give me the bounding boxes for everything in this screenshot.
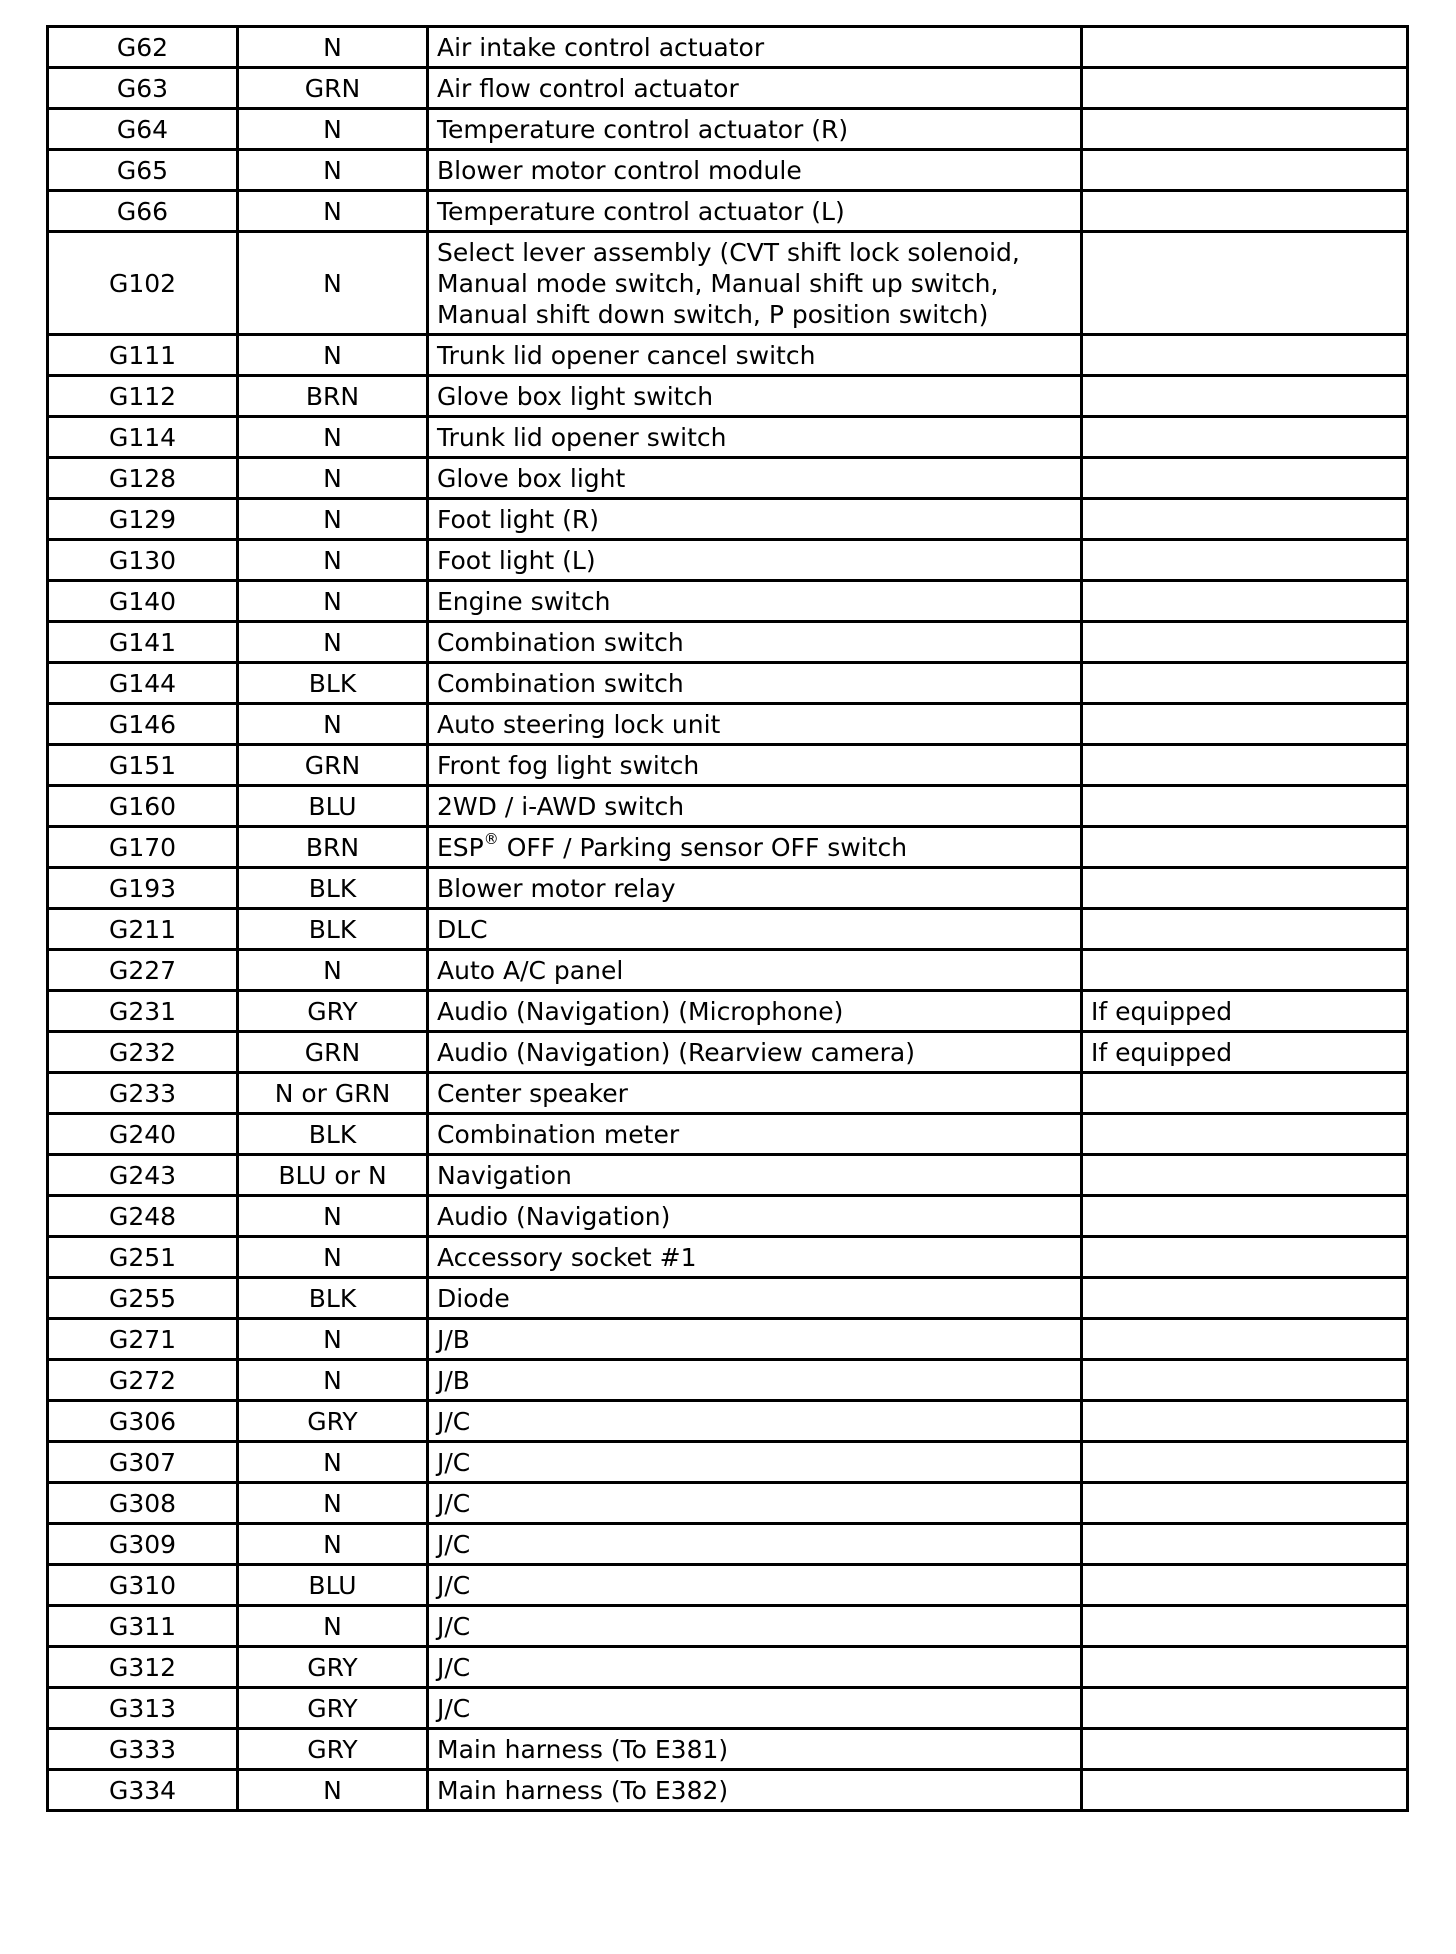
connector-code-cell: G146: [48, 704, 238, 745]
connector-code-cell: G313: [48, 1688, 238, 1729]
table-row: [48, 376, 1408, 417]
connector-description-cell: Diode: [428, 1278, 1082, 1319]
connector-description-cell: Accessory socket #1: [428, 1237, 1082, 1278]
connector-code-cell: G129: [48, 499, 238, 540]
table-row: [48, 1565, 1408, 1606]
connector-description-cell: Main harness (To E382): [428, 1770, 1082, 1811]
connector-code-cell: G65: [48, 150, 238, 191]
connector-description-cell: Trunk lid opener cancel switch: [428, 335, 1082, 376]
connector-note-cell: If equipped: [1082, 991, 1408, 1032]
connector-color-cell: N: [238, 191, 428, 232]
connector-code-cell: G130: [48, 540, 238, 581]
table-row: [48, 1483, 1408, 1524]
connector-description-cell: Main harness (To E381): [428, 1729, 1082, 1770]
connector-color-cell: N: [238, 499, 428, 540]
connector-description-cell: Select lever assembly (CVT shift lock solenoid, Manual mode switch, Manual shift up switch, Manual shift down switch, P position switch): [428, 232, 1082, 335]
table-row: [48, 1360, 1408, 1401]
connector-color-cell: N: [238, 1483, 428, 1524]
connector-description-cell: Auto A/C panel: [428, 950, 1082, 991]
connector-color-cell: BRN: [238, 376, 428, 417]
table-row: [48, 581, 1408, 622]
connector-note-cell: [1082, 1401, 1408, 1442]
connector-code-cell: G112: [48, 376, 238, 417]
connector-note-cell: [1082, 458, 1408, 499]
connector-color-cell: N: [238, 581, 428, 622]
connector-note-cell: [1082, 1155, 1408, 1196]
connector-color-cell: BLK: [238, 663, 428, 704]
table-row: [48, 1729, 1408, 1770]
connector-description-cell: J/C: [428, 1401, 1082, 1442]
connector-table: [46, 25, 1409, 1812]
connector-code-cell: G271: [48, 1319, 238, 1360]
connector-note-cell: [1082, 868, 1408, 909]
connector-description-cell: Front fog light switch: [428, 745, 1082, 786]
connector-color-cell: N: [238, 540, 428, 581]
connector-note-cell: [1082, 827, 1408, 868]
table-row: [48, 1606, 1408, 1647]
connector-code-cell: G233: [48, 1073, 238, 1114]
table-row: [48, 1401, 1408, 1442]
connector-code-cell: G309: [48, 1524, 238, 1565]
connector-description-cell: Temperature control actuator (L): [428, 191, 1082, 232]
connector-code-cell: G111: [48, 335, 238, 376]
connector-note-cell: [1082, 1524, 1408, 1565]
connector-color-cell: BLK: [238, 1114, 428, 1155]
table-row: [48, 1237, 1408, 1278]
table-row: [48, 827, 1408, 868]
connector-code-cell: G232: [48, 1032, 238, 1073]
table-row: [48, 1524, 1408, 1565]
table-row: [48, 68, 1408, 109]
connector-table-page: [46, 25, 1406, 1812]
table-row: [48, 109, 1408, 150]
connector-note-cell: If equipped: [1082, 1032, 1408, 1073]
connector-description-cell: Combination switch: [428, 663, 1082, 704]
connector-code-cell: G114: [48, 417, 238, 458]
connector-color-cell: GRY: [238, 1401, 428, 1442]
table-row: [48, 540, 1408, 581]
connector-description-cell: DLC: [428, 909, 1082, 950]
connector-color-cell: BLU or N: [238, 1155, 428, 1196]
connector-color-cell: GRY: [238, 1647, 428, 1688]
connector-code-cell: G333: [48, 1729, 238, 1770]
connector-code-cell: G243: [48, 1155, 238, 1196]
connector-code-cell: G310: [48, 1565, 238, 1606]
connector-code-cell: G227: [48, 950, 238, 991]
connector-note-cell: [1082, 191, 1408, 232]
connector-note-cell: [1082, 499, 1408, 540]
connector-code-cell: G170: [48, 827, 238, 868]
connector-description-cell: Foot light (R): [428, 499, 1082, 540]
table-row: [48, 499, 1408, 540]
table-row: [48, 1647, 1408, 1688]
connector-note-cell: [1082, 622, 1408, 663]
connector-code-cell: G144: [48, 663, 238, 704]
connector-note-cell: [1082, 150, 1408, 191]
connector-note-cell: [1082, 540, 1408, 581]
connector-color-cell: N: [238, 1524, 428, 1565]
connector-description-cell: [428, 827, 1082, 868]
connector-description-cell: J/C: [428, 1606, 1082, 1647]
connector-color-cell: BLU: [238, 1565, 428, 1606]
connector-color-cell: N: [238, 150, 428, 191]
connector-code-cell: G66: [48, 191, 238, 232]
connector-description-cell: 2WD / i-AWD switch: [428, 786, 1082, 827]
connector-note-cell: [1082, 1729, 1408, 1770]
connector-color-cell: N: [238, 622, 428, 663]
connector-color-cell: GRN: [238, 68, 428, 109]
connector-note-cell: [1082, 376, 1408, 417]
table-row: [48, 417, 1408, 458]
connector-color-cell: N: [238, 1360, 428, 1401]
connector-note-cell: [1082, 1073, 1408, 1114]
connector-code-cell: G306: [48, 1401, 238, 1442]
connector-description-cell: J/B: [428, 1360, 1082, 1401]
connector-note-cell: [1082, 68, 1408, 109]
table-row: [48, 950, 1408, 991]
connector-color-cell: N: [238, 335, 428, 376]
connector-code-cell: G211: [48, 909, 238, 950]
connector-color-cell: N: [238, 1442, 428, 1483]
connector-code-cell: G255: [48, 1278, 238, 1319]
connector-description-cell: Center speaker: [428, 1073, 1082, 1114]
connector-code-cell: G151: [48, 745, 238, 786]
connector-note-cell: [1082, 335, 1408, 376]
connector-code-cell: G140: [48, 581, 238, 622]
connector-color-cell: BLK: [238, 909, 428, 950]
connector-note-cell: [1082, 1483, 1408, 1524]
table-row: [48, 745, 1408, 786]
table-row: [48, 1114, 1408, 1155]
table-row: [48, 458, 1408, 499]
connector-description-cell: Audio (Navigation): [428, 1196, 1082, 1237]
connector-code-cell: G311: [48, 1606, 238, 1647]
table-row: [48, 663, 1408, 704]
connector-note-cell: [1082, 745, 1408, 786]
registered-mark: ®: [483, 830, 499, 849]
connector-description-cell: Glove box light switch: [428, 376, 1082, 417]
connector-color-cell: BRN: [238, 827, 428, 868]
connector-color-cell: N: [238, 950, 428, 991]
connector-description-cell: Air intake control actuator: [428, 27, 1082, 68]
connector-note-cell: [1082, 1319, 1408, 1360]
table-row: [48, 991, 1408, 1032]
connector-table-body: [48, 27, 1408, 1811]
connector-color-cell: BLK: [238, 1278, 428, 1319]
connector-description-cell: Air flow control actuator: [428, 68, 1082, 109]
table-row: [48, 704, 1408, 745]
connector-description-cell: J/C: [428, 1647, 1082, 1688]
connector-description-cell: Blower motor control module: [428, 150, 1082, 191]
connector-description-cell: Audio (Navigation) (Rearview camera): [428, 1032, 1082, 1073]
connector-code-cell: G251: [48, 1237, 238, 1278]
connector-description-cell: Temperature control actuator (R): [428, 109, 1082, 150]
connector-note-cell: [1082, 786, 1408, 827]
connector-description-cell: Engine switch: [428, 581, 1082, 622]
connector-note-cell: [1082, 663, 1408, 704]
connector-note-cell: [1082, 417, 1408, 458]
table-row: [48, 335, 1408, 376]
connector-note-cell: [1082, 1114, 1408, 1155]
connector-code-cell: G312: [48, 1647, 238, 1688]
connector-code-cell: G307: [48, 1442, 238, 1483]
table-row: [48, 1073, 1408, 1114]
table-row: [48, 1278, 1408, 1319]
description-text: OFF / Parking sensor OFF switch: [498, 832, 908, 862]
connector-code-cell: G193: [48, 868, 238, 909]
table-row: [48, 191, 1408, 232]
connector-code-cell: G248: [48, 1196, 238, 1237]
connector-code-cell: G62: [48, 27, 238, 68]
connector-note-cell: [1082, 1442, 1408, 1483]
connector-description-cell: J/C: [428, 1688, 1082, 1729]
connector-note-cell: [1082, 1278, 1408, 1319]
connector-note-cell: [1082, 950, 1408, 991]
connector-note-cell: [1082, 1565, 1408, 1606]
connector-color-cell: GRY: [238, 1729, 428, 1770]
connector-description-cell: Navigation: [428, 1155, 1082, 1196]
connector-code-cell: G63: [48, 68, 238, 109]
connector-color-cell: N: [238, 1237, 428, 1278]
connector-color-cell: N: [238, 1606, 428, 1647]
table-row: [48, 27, 1408, 68]
connector-note-cell: [1082, 909, 1408, 950]
connector-note-cell: [1082, 1237, 1408, 1278]
table-row: [48, 1032, 1408, 1073]
table-row: [48, 1442, 1408, 1483]
connector-description-cell: J/C: [428, 1565, 1082, 1606]
connector-description-cell: J/C: [428, 1483, 1082, 1524]
connector-description-cell: Auto steering lock unit: [428, 704, 1082, 745]
table-row: [48, 1688, 1408, 1729]
table-row: [48, 1319, 1408, 1360]
connector-description-cell: Glove box light: [428, 458, 1082, 499]
connector-code-cell: G141: [48, 622, 238, 663]
table-row: [48, 622, 1408, 663]
connector-color-cell: N: [238, 232, 428, 335]
connector-color-cell: N or GRN: [238, 1073, 428, 1114]
connector-note-cell: [1082, 1360, 1408, 1401]
connector-note-cell: [1082, 27, 1408, 68]
connector-note-cell: [1082, 1196, 1408, 1237]
table-row: [48, 868, 1408, 909]
table-row: [48, 786, 1408, 827]
table-row: [48, 232, 1408, 335]
connector-color-cell: GRN: [238, 745, 428, 786]
connector-code-cell: G128: [48, 458, 238, 499]
connector-color-cell: BLK: [238, 868, 428, 909]
connector-description-cell: J/C: [428, 1442, 1082, 1483]
connector-note-cell: [1082, 581, 1408, 622]
connector-note-cell: [1082, 1770, 1408, 1811]
connector-color-cell: N: [238, 109, 428, 150]
connector-color-cell: GRY: [238, 1688, 428, 1729]
connector-code-cell: G240: [48, 1114, 238, 1155]
connector-color-cell: GRN: [238, 1032, 428, 1073]
connector-code-cell: G272: [48, 1360, 238, 1401]
connector-note-cell: [1082, 1606, 1408, 1647]
connector-description-cell: J/B: [428, 1319, 1082, 1360]
connector-description-cell: Foot light (L): [428, 540, 1082, 581]
connector-note-cell: [1082, 1688, 1408, 1729]
connector-code-cell: G160: [48, 786, 238, 827]
connector-color-cell: N: [238, 704, 428, 745]
table-row: [48, 1196, 1408, 1237]
connector-description-cell: Combination switch: [428, 622, 1082, 663]
connector-description-cell: Blower motor relay: [428, 868, 1082, 909]
table-row: [48, 1155, 1408, 1196]
table-row: [48, 909, 1408, 950]
connector-description-cell: J/C: [428, 1524, 1082, 1565]
connector-description-cell: Audio (Navigation) (Microphone): [428, 991, 1082, 1032]
connector-description-cell: Combination meter: [428, 1114, 1082, 1155]
table-row: [48, 1770, 1408, 1811]
connector-note-cell: [1082, 109, 1408, 150]
connector-code-cell: G308: [48, 1483, 238, 1524]
connector-code-cell: G64: [48, 109, 238, 150]
connector-note-cell: [1082, 704, 1408, 745]
connector-note-cell: [1082, 232, 1408, 335]
connector-color-cell: N: [238, 458, 428, 499]
connector-color-cell: BLU: [238, 786, 428, 827]
connector-code-cell: G231: [48, 991, 238, 1032]
table-row: [48, 150, 1408, 191]
connector-color-cell: N: [238, 1196, 428, 1237]
connector-color-cell: N: [238, 1770, 428, 1811]
connector-color-cell: GRY: [238, 991, 428, 1032]
connector-code-cell: G102: [48, 232, 238, 335]
connector-color-cell: N: [238, 417, 428, 458]
connector-color-cell: N: [238, 1319, 428, 1360]
description-text: ESP: [437, 832, 484, 862]
connector-description-cell: Trunk lid opener switch: [428, 417, 1082, 458]
connector-color-cell: N: [238, 27, 428, 68]
connector-code-cell: G334: [48, 1770, 238, 1811]
connector-note-cell: [1082, 1647, 1408, 1688]
